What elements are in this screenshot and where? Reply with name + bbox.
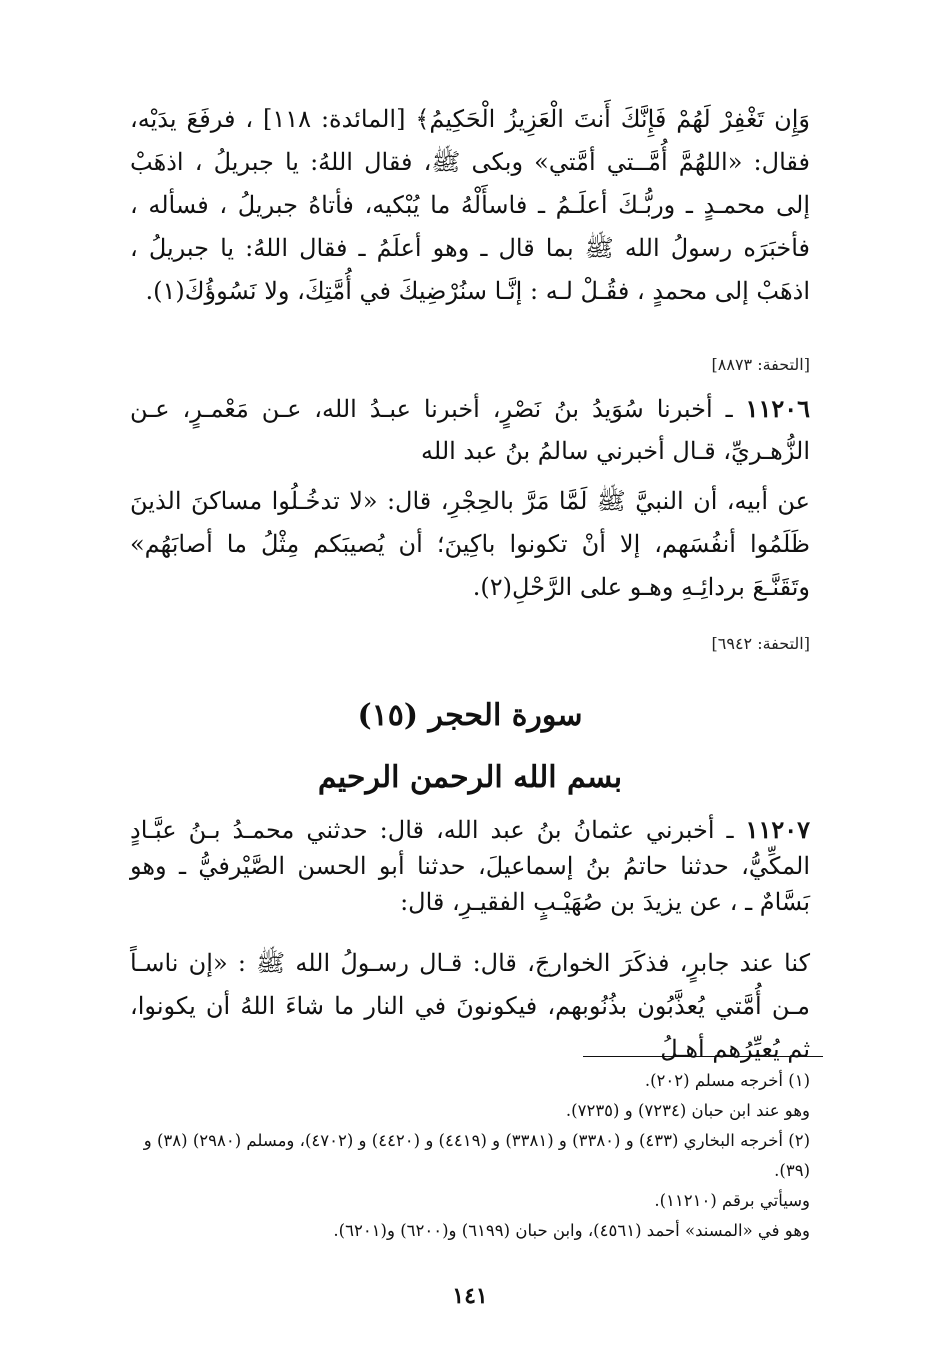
tuhfa-reference-2: [التحفة: ٦٩٤٢] — [711, 634, 810, 653]
footnote-line: (١) أخرجه مسلم (٢٠٢). — [644, 1071, 810, 1090]
hadith-11206-isnad — [130, 388, 810, 472]
surah-title: سورة الحجر (١٥) — [357, 698, 583, 733]
footnote-divider — [583, 1056, 823, 1057]
footnotes — [130, 1066, 810, 1246]
hadith-number: ١١٢٠٦ — [745, 394, 810, 423]
paragraph-continued-hadith: وَإِن تَغْفِرْ لَهُمْ فَإِنَّكَ أَنتَ الْعَزِيزُ الْحَكِيمُ﴾ [المائدة: ١١٨] ، فرفَعَ يدَيْه، فقال: «اللهُمَّ أُمَّــتي أمَّتي» وبكى ﷺ، فقال اللهُ: يا جبريلُ ، اذهَبْ إلى محمـدٍ ـ وربُّـكَ أعلَـمُ ـ فاسأَلْهُ ما يُبْكيه، فأتاهُ جبريلُ ، فسأله ، فأخبَرَه رسولُ الله ﷺ بما قال ـ وهو أعلَمُ ـ فقال اللهُ: يا جبريلُ ، اذهَبْ إلى محمدٍ ، فقُـلْ لـه : إنَّـا سنُرْضِيكَ في أُمَّتِكَ، ولا نَسُوؤُكَ(١). — [130, 105, 810, 305]
hadith-isnad-text: ـ أخبرني عثمانُ بنُ عبد الله، قال: حدثني محمـدُ بـنُ عبَّـادٍ المكِّيُّ، حدثنا حاتمُ بنُ إسماعيلَ، حدثنا أبو الحسن الصَّيْرفيُّ ـ وهو بَسَّامٌ ـ ، عن يزيدَ بن صُهَيْـبٍ الفقيـرِ، قال: — [130, 816, 810, 916]
footnote-line: وسيأتي برقم (١١٢١٠). — [654, 1191, 810, 1210]
hadith-11206-matn: عن أبيه، أن النبيَّ ﷺ لَمَّا مَرَّ بالحِجْرِ، قال: «لا تدخُـلُوا مساكنَ الذينَ ظَلَمُوا أنفُسَهم، إلا أنْ تكونوا باكِينَ؛ أن يُصيبَكم مِثْلُ ما أصابَهُم» وتَقَنَّـعَ بردائِـهِ وهـو على الرَّحْلِ(٢). — [130, 487, 810, 601]
footnote-line: (٢) أخرجه البخاري (٤٣٣) و (٣٣٨٠) و (٣٣٨١) و (٤٤١٩) و (٤٤٢٠) و (٤٧٠٢)، ومسلم (٢٩٨٠) (٣٨) و (٣٩). — [143, 1131, 810, 1180]
hadith-number: ١١٢٠٧ — [745, 815, 810, 844]
footnote-line: وهو عند ابن حبان (٧٢٣٤) و (٧٢٣٥). — [565, 1101, 810, 1120]
page-number: ١٤١ — [452, 1283, 488, 1309]
tuhfa-reference-1: [التحفة: ٨٨٧٣] — [711, 355, 810, 374]
basmala: بسم الله الرحمن الرحيم — [317, 760, 623, 795]
hadith-isnad-text: ـ أخبرنا سُوَيدُ بنُ نَصْرٍ، أخبرنا عبـدُ الله، عـن مَعْمـرٍ، عـن الزُّهـريِّ، قـال أخبرني سالمُ بنُ عبد الله — [130, 395, 810, 465]
hadith-11207-isnad — [130, 812, 810, 920]
footnote-line: وهو في «المسند» أحمد (٤٥٦١)، وابن حبان (٦١٩٩) و(٦٢٠٠) و(٦٢٠١). — [333, 1221, 810, 1240]
hadith-11207-matn: كنا عند جابرٍ، فذكَرَ الخوارجَ، قال: قـال رسـولُ الله ﷺ : «إن ناسـاً مـن أُمَّتي يُعذَّبُون بذُنُوبهم، فيكونونَ في النار ما شاءَ اللهُ أن يكونوا، ثم يُعيِّرُهم أهـلُ — [130, 949, 810, 1063]
